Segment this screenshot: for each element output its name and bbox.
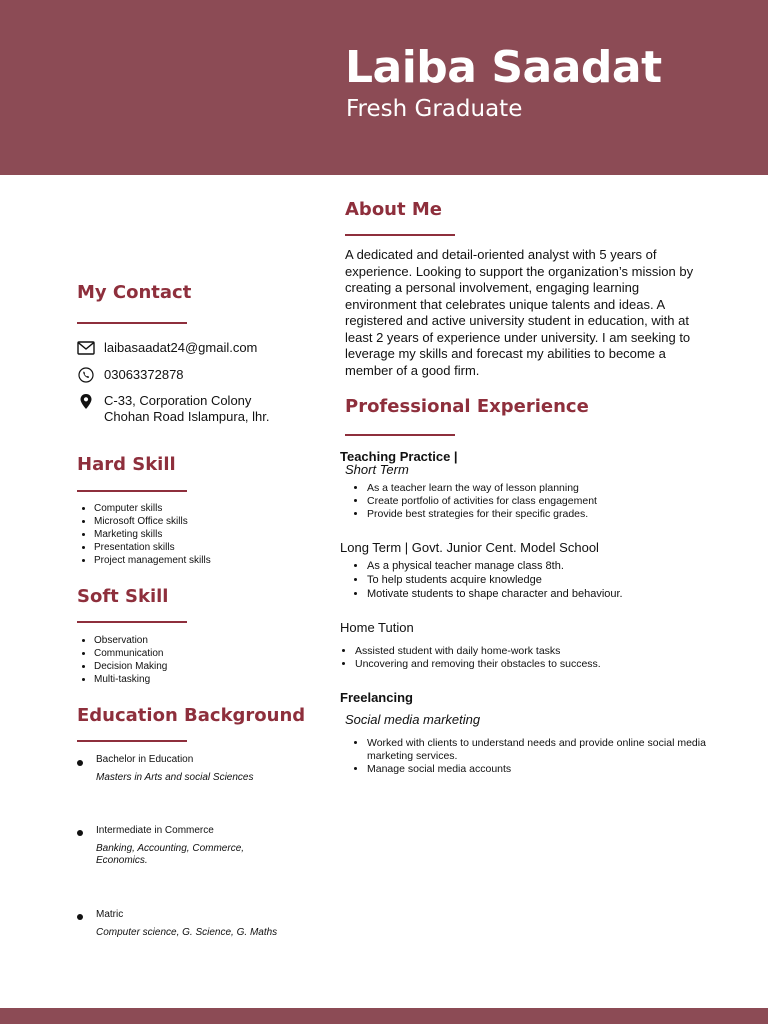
contact-email[interactable]: laibasaadat24@gmail.com bbox=[104, 340, 258, 355]
contact-phone[interactable]: 03063372878 bbox=[104, 367, 184, 382]
list-item: • Worked with clients to understand needs and provide online social media marketing services. bbox=[367, 737, 710, 763]
list-item: • Multi-tasking bbox=[94, 673, 167, 686]
education-details: Computer science, G. Science, G. Maths bbox=[96, 927, 278, 938]
job-title: Freelancing bbox=[340, 690, 413, 705]
education-details: Banking, Accounting, Commerce, Economics. bbox=[96, 843, 245, 866]
education-degree: Matric bbox=[96, 909, 124, 920]
hard-skill-divider bbox=[77, 490, 187, 492]
list-item: • Observation bbox=[94, 634, 167, 647]
list-item: • Uncovering and removing their obstacles to success. bbox=[355, 658, 708, 671]
list-item: • Presentation skills bbox=[94, 541, 211, 554]
job-title: Long Term | Govt. Junior Cent. Model School bbox=[340, 540, 599, 555]
list-item: • As a physical teacher manage class 8th. bbox=[367, 559, 720, 573]
job-subtitle: Short Term bbox=[345, 462, 409, 477]
contact-email-row bbox=[77, 340, 257, 356]
education-degree: Bachelor in Education bbox=[96, 754, 194, 765]
soft-skill-divider bbox=[77, 621, 187, 623]
footer-bar bbox=[0, 1008, 768, 1024]
education-details: Masters in Arts and social Sciences bbox=[96, 772, 254, 783]
list-item: • Computer skills bbox=[94, 502, 211, 515]
list-item: • Assisted student with daily home-work tasks bbox=[355, 645, 708, 658]
hard-skill-heading: Hard Skill bbox=[77, 454, 176, 475]
header-banner bbox=[0, 0, 768, 175]
candidate-role: Fresh Graduate bbox=[346, 96, 523, 122]
list-item: • Project management skills bbox=[94, 554, 211, 567]
bullet-dot bbox=[77, 830, 83, 836]
address-line-2: Chohan Road Islampura, lhr. bbox=[104, 409, 270, 424]
list-item: • Communication bbox=[94, 647, 167, 660]
job-bullets bbox=[338, 645, 708, 671]
list-item: • Motivate students to shape character and behaviour. bbox=[367, 587, 720, 601]
list-item: • Marketing skills bbox=[94, 528, 211, 541]
job-bullets bbox=[350, 559, 720, 601]
mail-icon bbox=[77, 340, 95, 356]
education-divider bbox=[77, 740, 187, 742]
list-item: • Decision Making bbox=[94, 660, 167, 673]
phone-icon bbox=[77, 367, 95, 383]
location-pin-icon bbox=[77, 393, 95, 409]
bullet-dot bbox=[77, 914, 83, 920]
experience-divider bbox=[345, 434, 455, 436]
about-divider bbox=[345, 234, 455, 236]
contact-address bbox=[104, 393, 269, 425]
list-item: • Microsoft Office skills bbox=[94, 515, 211, 528]
job-title: Teaching Practice | bbox=[340, 449, 458, 464]
contact-phone-row bbox=[77, 367, 184, 383]
candidate-name: Laiba Saadat bbox=[345, 42, 662, 93]
bullet-dot bbox=[77, 760, 83, 766]
about-heading: About Me bbox=[345, 199, 442, 220]
job-title: Home Tution bbox=[340, 620, 414, 635]
contact-heading: My Contact bbox=[77, 282, 192, 303]
soft-skill-heading: Soft Skill bbox=[77, 586, 169, 607]
contact-address-row bbox=[77, 393, 269, 425]
experience-heading: Professional Experience bbox=[345, 396, 589, 417]
education-heading: Education Background bbox=[77, 705, 306, 726]
list-item: • Provide best strategies for their specific grades. bbox=[367, 508, 720, 521]
list-item: • To help students acquire knowledge bbox=[367, 573, 720, 587]
contact-divider bbox=[77, 322, 187, 324]
address-line-1: C-33, Corporation Colony bbox=[104, 393, 252, 408]
job-bullets bbox=[350, 482, 720, 521]
hard-skill-list bbox=[77, 502, 211, 567]
about-text: A dedicated and detail-oriented analyst with 5 years of experience. Looking to support the organization’s mission by creating a personal involvement, engaging learning environment that celebrates unique talents and ideas. A registered and active university student in education, with at least 2 years of experience under university. I am seeking to leverage my skills and forecast my abilities to become a member of a good firm. bbox=[345, 247, 694, 378]
list-item: • As a teacher learn the way of lesson planning bbox=[367, 482, 720, 495]
education-degree: Intermediate in Commerce bbox=[96, 825, 214, 836]
list-item: • Manage social media accounts bbox=[367, 763, 710, 776]
list-item: • Create portfolio of activities for class engagement bbox=[367, 495, 720, 508]
job-subtitle: Social media marketing bbox=[345, 712, 481, 727]
job-bullets bbox=[350, 737, 710, 776]
soft-skill-list bbox=[77, 634, 167, 686]
